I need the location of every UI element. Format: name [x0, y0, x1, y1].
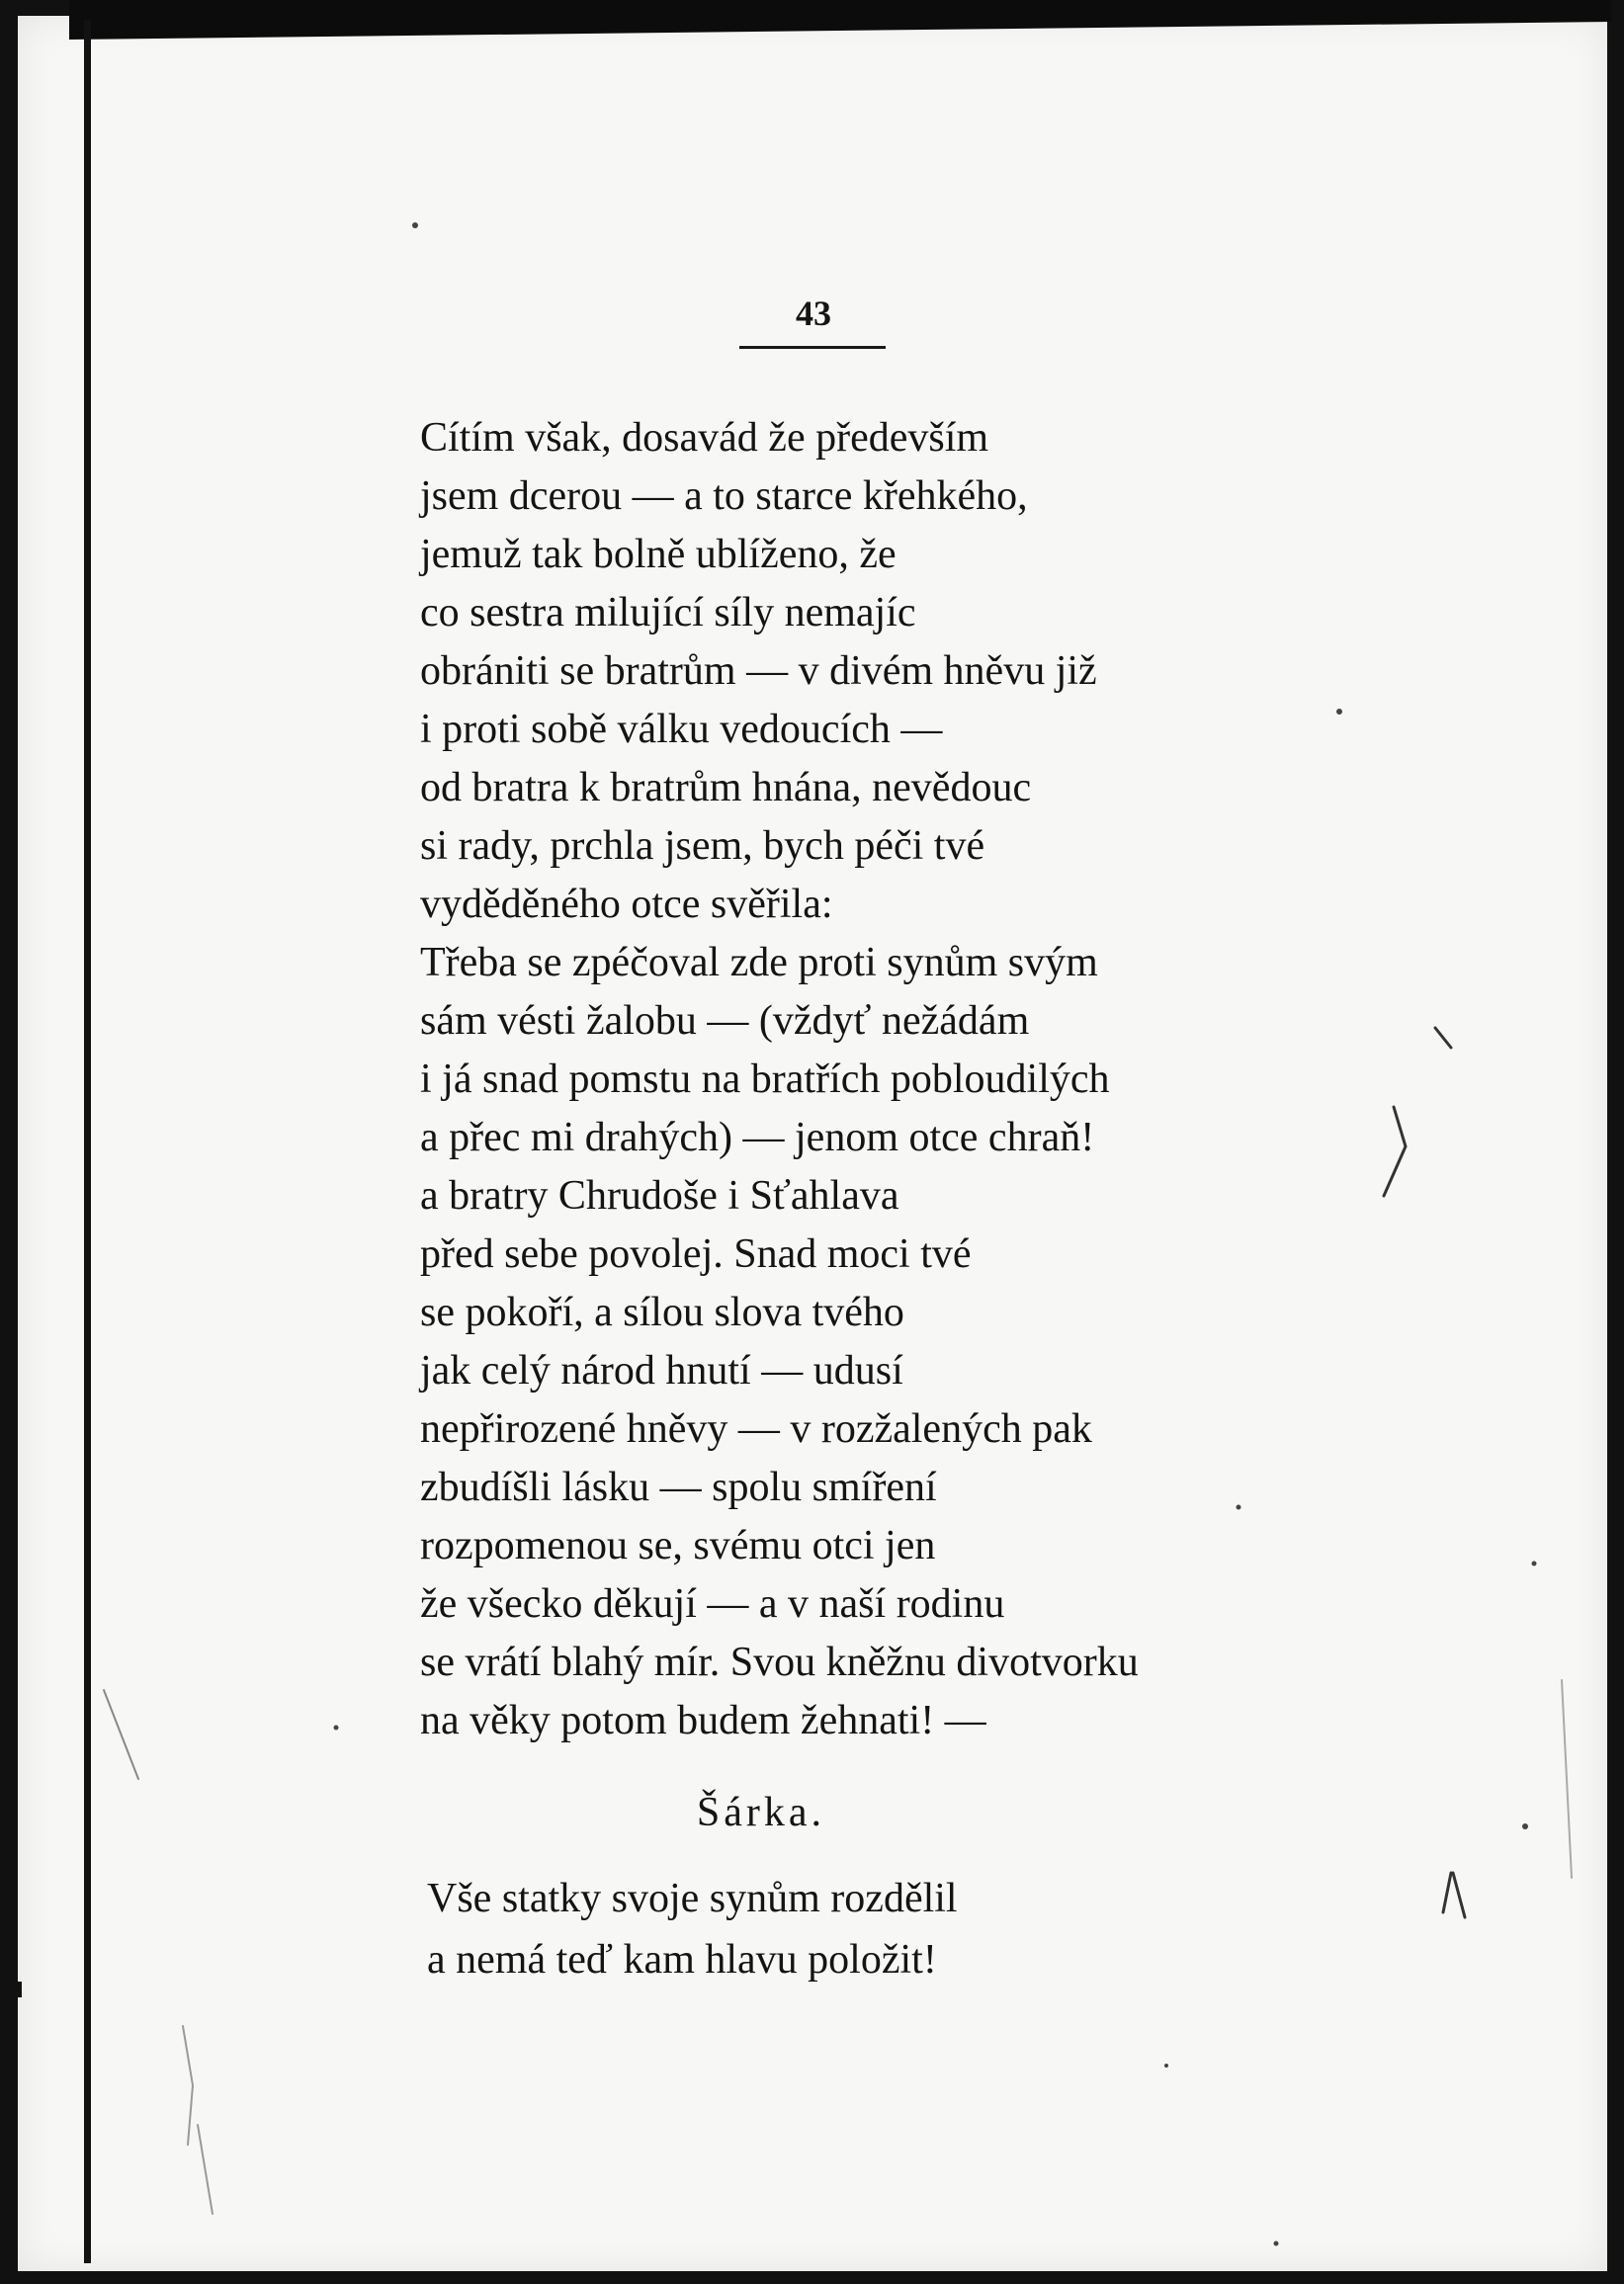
verse-line: před sebe povolej. Snad moci tvé [420, 1231, 972, 1277]
speaker-name: Šárka. [696, 1790, 826, 1835]
verse-line: od bratra k bratrům hnána, nevědouc [420, 765, 1032, 810]
verse-line: jsem dcerou — a to starce křehkého, [420, 473, 1028, 519]
page-number: 43 [796, 294, 831, 333]
verse-line: se vrátí blahý mír. Svou kněžnu divotvorku [420, 1640, 1139, 1685]
verse-line: jemuž tak bolně ublíženo, že [420, 532, 897, 577]
verse-line: se pokoří, a sílou slova tvého [420, 1290, 904, 1335]
speaker-verse-line: Vše statky svoje synům rozdělil [427, 1876, 958, 1921]
verse-line: obrániti se bratrům — v divém hněvu již [420, 648, 1097, 694]
binding-edge [84, 20, 91, 2263]
speaker-verse-line: a nemá teď kam hlavu položit! [427, 1937, 937, 1983]
speaker-verse-block [427, 1868, 1317, 1990]
verse-line: si rady, prchla jsem, bych péči tvé [420, 823, 985, 869]
verse-line: a bratry Chrudoše i Sťahlava [420, 1173, 899, 1219]
verse-line: na věky potom budem žehnati! — [420, 1698, 986, 1743]
verse-line: Třeba se zpéčoval zde proti synům svým [420, 940, 1098, 985]
verse-line: co sestra milující síly nemajíc [420, 590, 916, 635]
verse-line: nepřirozené hněvy — v rozžalených pak [420, 1406, 1092, 1452]
page-number-rule [739, 346, 886, 349]
verse-line: Cítím však, dosavád že především [420, 415, 989, 461]
verse-line: i proti sobě válku vedoucích — [420, 707, 943, 752]
verse-block [420, 409, 1409, 1750]
verse-line: jak celý národ hnutí — udusí [420, 1348, 903, 1394]
verse-line: že všecko děkují — a v naší rodinu [420, 1581, 1005, 1627]
verse-line: a přec mi drahých) — jenom otce chraň! [420, 1115, 1095, 1160]
verse-line: vyděděného otce svěřila: [420, 882, 833, 927]
verse-line: sám vésti žalobu — (vždyť nežádám [420, 998, 1030, 1044]
verse-line: rozpomenou se, svému otci jen [420, 1523, 936, 1568]
verse-line: i já snad pomstu na bratřích pobloudilých [420, 1057, 1110, 1102]
verse-line: zbudíšli lásku — spolu smíření [420, 1465, 937, 1510]
